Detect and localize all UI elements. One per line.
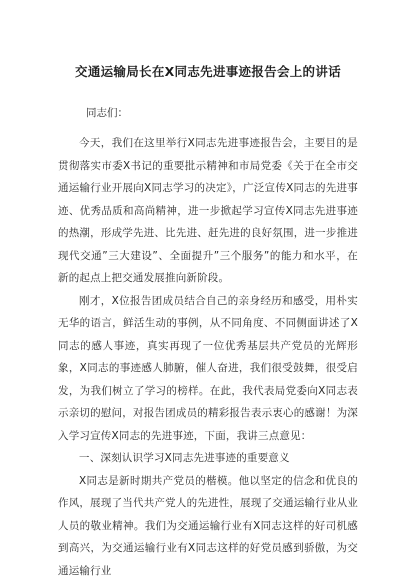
paragraph-report-review: 刚才，X位报告团成员结合自己的亲身经历和感受，用朴实无华的语言，鲜活生动的事例，从不同角度、不同侧面讲述了X同志的感人事迹，真实再现了一位优秀基层共产党员的光辉形象，X同志的事迹感人肺腑，催人奋进，我们很受鼓舞，很受启发，为我们树立了学习的榜样。在此，我代表局党委向X同志表示亲切的慰问，对报告团成员的精彩报告表示衷心的感谢！为深入学习宣传X同志的先进事迹，下面，我讲三点意见： — [58, 290, 358, 448]
paragraph-section-one: X同志是新时期共产党员的楷模。他以坚定的信念和优良的作风，展现了当代共产党人的先进性，展现了交通运输行业从业人员的敬业精神。我们为交通运输行业有X同志这样的好司机感到高兴，为交通运输行业有X同志这样的好党员感到骄傲，为交通运输行业 — [58, 470, 358, 582]
paragraph-opening: 今天，我们在这里举行X同志先进事迹报告会，主要目的是贯彻落实市委X书记的重要批示精神和市局党委《关于在全市交通运输行业开展向X同志学习的决定》，广泛宣传X同志的先进事迹、优秀品质和高尚精神，进一步掀起学习宣传X同志先进事迹的热潮，形成学先进、比先进、赶先进的良好氛围，进一步推进现代交通”三大建设”、全面提升”三个服务”的能力和水平，在新的起点上把交通发展推向新阶段。 — [58, 132, 358, 290]
document-title: 交通运输局长在X同志先进事迹报告会上的讲话 — [58, 62, 358, 80]
section-heading: 一、深刻认识学习X同志先进事迹的重要意义 — [58, 447, 358, 470]
salutation: 同志们： — [86, 102, 358, 124]
